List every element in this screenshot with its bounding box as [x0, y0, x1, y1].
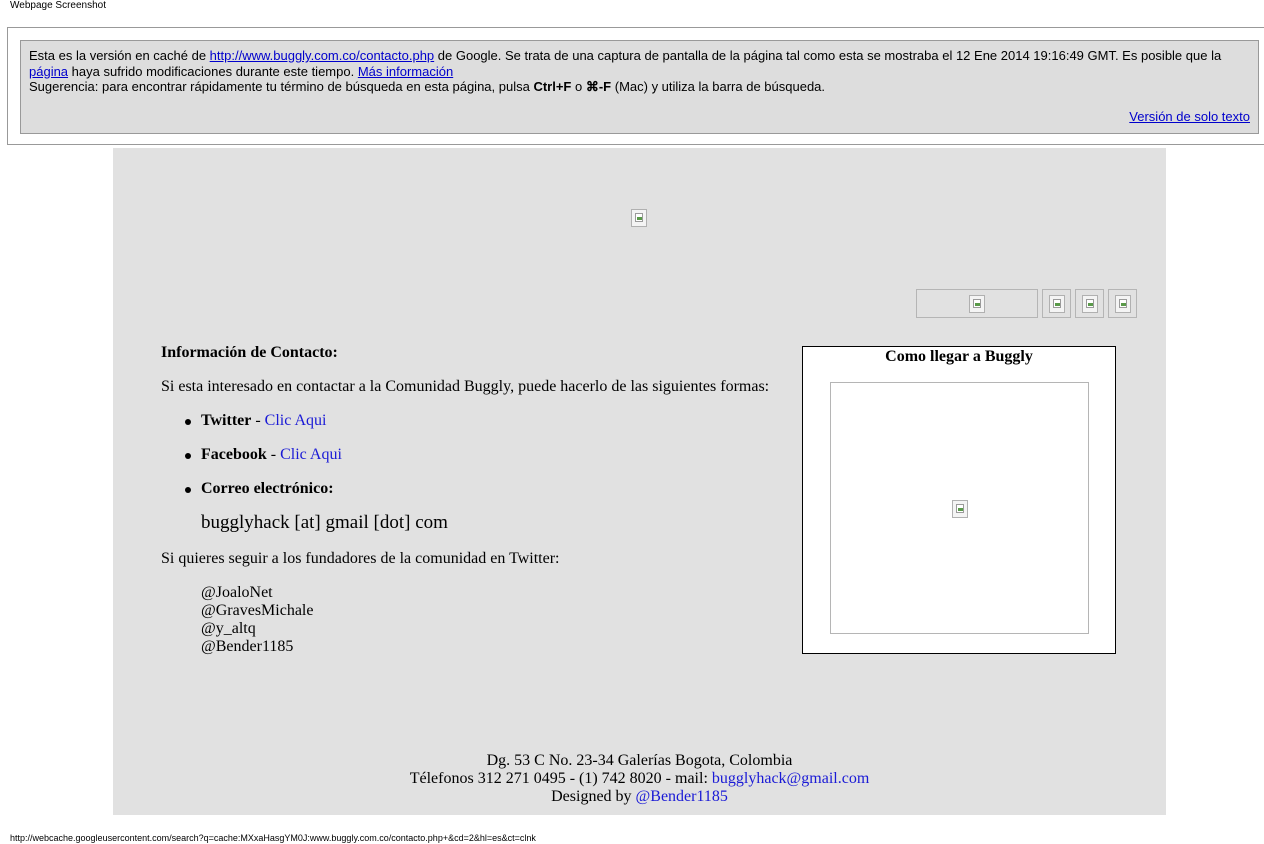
list-item [201, 480, 334, 498]
print-footer-url: http://webcache.googleusercontent.com/search?q=cache:MXxaHasgYM0J:www.buggly.com.co/contacto.php+&cd=2&hl=es&ct=clnk [10, 833, 536, 843]
shortcut-cmd-f: ⌘-F [585, 79, 612, 94]
broken-image-icon [1082, 295, 1098, 313]
separator: - [266, 446, 281, 463]
founders-handles [201, 584, 313, 656]
designed-by-line [113, 788, 1166, 806]
twitter-handle: @GravesMichale [201, 602, 314, 619]
nav-banner-button[interactable] [916, 289, 1038, 318]
cache-notice [20, 40, 1259, 134]
cache-text: de Google. Se trata de una captura de pantalla de la página tal como esta se mostraba el 12 Ene 2014 19:16:49 GMT. Es posible que la [434, 48, 1222, 63]
separator: - [251, 412, 265, 429]
phone-line [113, 770, 1166, 788]
tip-text: (Mac) y utiliza la barra de búsqueda. [611, 79, 826, 94]
site-footer [113, 752, 1166, 806]
twitter-handle: @y_altq [201, 620, 256, 637]
site-logo-broken-image-icon [631, 209, 647, 227]
nav-icon-button[interactable] [1108, 289, 1137, 318]
buggly-page [113, 148, 1166, 815]
text-only-version-link[interactable]: Versión de solo texto [1129, 109, 1250, 124]
mail-link[interactable]: bugglyhack@gmail.com [711, 770, 870, 787]
designer-link[interactable]: @Bender1185 [635, 788, 728, 805]
contact-heading: Información de Contacto: [161, 344, 338, 361]
broken-image-icon [969, 295, 985, 313]
cache-text: haya sufrido modificaciones durante este tiempo. [68, 63, 358, 79]
twitter-link[interactable]: Clic Aqui [264, 412, 327, 429]
nav-icon-button[interactable] [1075, 289, 1104, 318]
list-item [201, 446, 342, 464]
more-info-link[interactable]: Más información [357, 63, 454, 79]
tip-text: Sugerencia: para encontrar rápidamente tu término de búsqueda en esta página, pulsa [29, 79, 534, 94]
shortcut-ctrl-f: Ctrl+F [533, 79, 572, 94]
contact-intro: Si esta interesado en contactar a la Comunidad Buggly, puede hacerlo de las siguientes formas: [161, 378, 770, 395]
cache-text: Esta es la versión en caché de [29, 48, 210, 63]
email-label: Correo electrónico: [201, 480, 334, 497]
map-embed[interactable] [830, 382, 1089, 634]
cached-url-link[interactable]: http://www.buggly.com.co/contacto.php [209, 48, 435, 63]
email-address: bugglyhack [at] gmail [dot] com [201, 512, 448, 533]
directions-box [802, 346, 1116, 654]
directions-title: Como llegar a Buggly [885, 348, 1033, 365]
list-item [201, 412, 326, 430]
facebook-label: Facebook [201, 446, 267, 463]
nav-icon-button[interactable] [1042, 289, 1071, 318]
designed-by-text: Designed by [551, 788, 636, 805]
page-link[interactable]: página [29, 63, 69, 79]
twitter-handle: @JoaloNet [201, 584, 273, 601]
twitter-label: Twitter [201, 412, 252, 429]
broken-image-icon [1115, 295, 1131, 313]
address: Dg. 53 C No. 23-34 Galerías Bogota, Colombia [486, 752, 793, 769]
tip-text: o [571, 79, 586, 94]
twitter-handle: @Bender1185 [201, 638, 294, 655]
google-cache-banner [7, 27, 1264, 145]
broken-image-icon [1049, 295, 1065, 313]
print-header: Webpage Screenshot [10, 0, 106, 11]
phones-text: Télefonos 312 271 0495 - (1) 742 8020 - mail: [409, 770, 712, 787]
facebook-link[interactable]: Clic Aqui [280, 446, 342, 463]
map-broken-image-icon [952, 500, 968, 518]
founders-intro: Si quieres seguir a los fundadores de la comunidad en Twitter: [161, 550, 560, 567]
